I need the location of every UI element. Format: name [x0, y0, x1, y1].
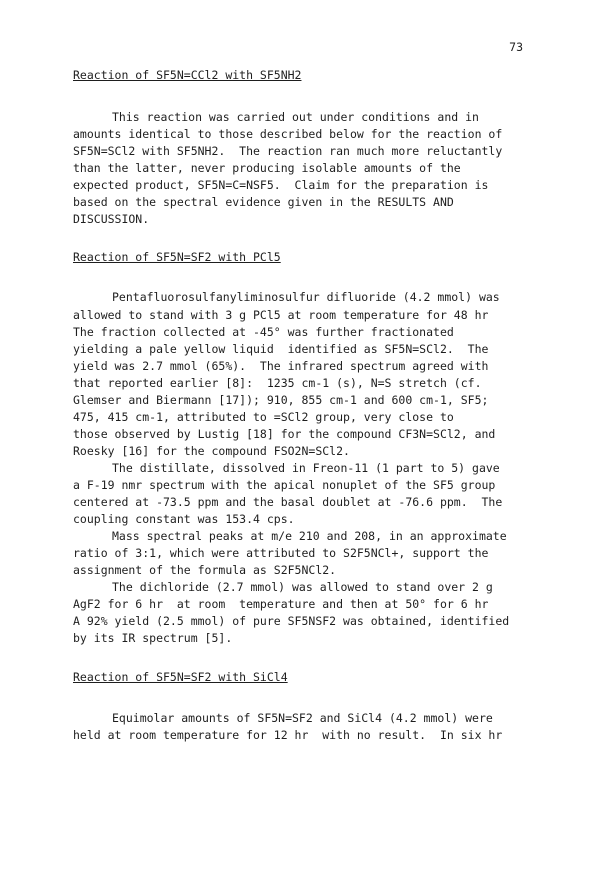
text-line: SF5N=SCl2 with SF5NH2. The reaction ran much more reluctantly — [73, 144, 503, 158]
section-heading: Reaction of SF5N=CCl2 with SF5NH2 — [73, 68, 302, 82]
text-line: The fraction collected at -45° was further fractionated — [73, 325, 454, 339]
text-line: A 92% yield (2.5 mmol) of pure SF5NSF2 was obtained, identified — [73, 614, 510, 628]
text-line: AgF2 for 6 hr at room temperature and then at 50° for 6 hr — [73, 597, 489, 611]
text-line: Pentafluorosulfanyliminosulfur difluoride (4.2 mmol) was — [112, 290, 500, 304]
page-number: 73 — [509, 40, 523, 54]
text-line: Equimolar amounts of SF5N=SF2 and SiCl4 (4.2 mmol) were — [112, 711, 493, 725]
text-line: a F-19 nmr spectrum with the apical nonuplet of the SF5 group — [73, 478, 496, 492]
section-heading: Reaction of SF5N=SF2 with SiCl4 — [73, 670, 288, 684]
text-line: The dichloride (2.7 mmol) was allowed to stand over 2 g — [112, 580, 493, 594]
section-heading: Reaction of SF5N=SF2 with PCl5 — [73, 250, 281, 264]
text-line: held at room temperature for 12 hr with no result. In six hr — [73, 728, 503, 742]
text-line: those observed by Lustig [18] for the compound CF3N=SCl2, and — [73, 427, 496, 441]
text-line: Glemser and Biermann [17]); 910, 855 cm-1 and 600 cm-1, SF5; — [73, 393, 489, 407]
text-line: This reaction was carried out under conditions and in — [112, 110, 479, 124]
text-line: The distillate, dissolved in Freon-11 (1 part to 5) gave — [112, 461, 500, 475]
text-line: amounts identical to those described below for the reaction of — [73, 127, 503, 141]
text-line: yielding a pale yellow liquid identified as SF5N=SCl2. The — [73, 342, 489, 356]
text-line: 475, 415 cm-1, attributed to =SCl2 group, very close to — [73, 410, 454, 424]
text-line: yield was 2.7 mmol (65%). The infrared spectrum agreed with — [73, 359, 489, 373]
text-line: DISCUSSION. — [73, 212, 150, 226]
text-line: expected product, SF5N=C=NSF5. Claim for the preparation is — [73, 178, 489, 192]
text-line: ratio of 3:1, which were attributed to S2F5NCl+, support the — [73, 546, 489, 560]
text-line: by its IR spectrum [5]. — [73, 631, 233, 645]
text-line: Mass spectral peaks at m/e 210 and 208, in an approximate — [112, 529, 507, 543]
text-line: allowed to stand with 3 g PCl5 at room temperature for 48 hr — [73, 308, 489, 322]
text-line: based on the spectral evidence given in the RESULTS AND — [73, 195, 454, 209]
text-line: Roesky [16] for the compound FSO2N=SCl2. — [73, 444, 350, 458]
text-line: than the latter, never producing isolable amounts of the — [73, 161, 461, 175]
text-line: that reported earlier [8]: 1235 cm-1 (s), N=S stretch (cf. — [73, 376, 482, 390]
text-line: assignment of the formula as S2F5NCl2. — [73, 563, 337, 577]
text-line: centered at -73.5 ppm and the basal doublet at -76.6 ppm. The — [73, 495, 503, 509]
text-line: coupling constant was 153.4 cps. — [73, 512, 295, 526]
